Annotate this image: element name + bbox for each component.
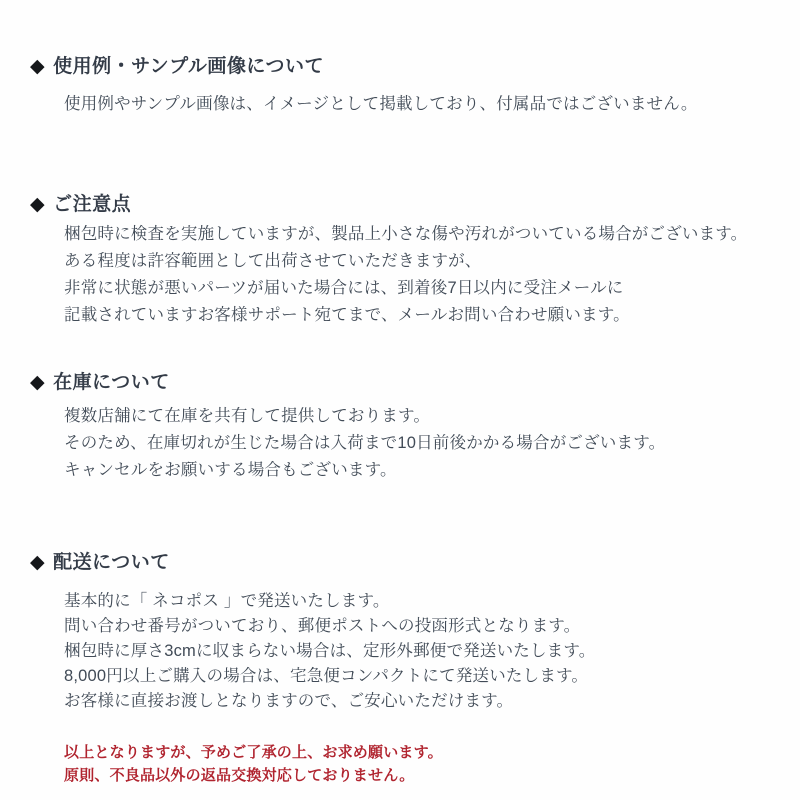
footer-warning-line: 以上となりますが、予めご了承の上、お求め願います。	[64, 744, 443, 761]
section-heading	[30, 370, 786, 396]
body-line: 複数店舗にて在庫を共有して提供しております。	[64, 407, 431, 425]
section-stock	[30, 370, 786, 484]
body-line: 問い合わせ番号がついており、郵便ポストへの投函形式となります。	[64, 617, 581, 635]
section-body	[64, 221, 786, 329]
body-line: 8,000円以上ご購入の場合は、宅急便コンパクトにて発送いたします。	[64, 667, 589, 685]
diamond-bullet-icon: ◆	[30, 372, 46, 393]
footer-warning-note	[64, 741, 786, 787]
section-body	[64, 91, 786, 118]
section-shipping	[30, 550, 786, 714]
section-sample-images	[30, 54, 786, 118]
body-line: 非常に状態が悪いパーツが届いた場合には、到着後7日以内に受注メールに	[64, 279, 624, 297]
section-body	[64, 589, 786, 714]
section-heading	[30, 192, 786, 218]
body-line: そのため、在庫切れが生じた場合は入荷まで10日前後かかる場合がございます。	[64, 434, 666, 452]
body-line: 基本的に「 ネコポス 」で発送いたします。	[64, 592, 390, 610]
body-line: 記載されていますお客様サポート宛てまで、メールお問い合わせ願います。	[64, 306, 630, 324]
body-line: 梱包時に検査を実施していますが、製品上小さな傷や汚れがついている場合がございます。	[64, 225, 748, 243]
body-line: ある程度は許容範囲として出荷させていただきますが、	[64, 252, 482, 270]
body-line: お客様に直接お渡しとなりますので、ご安心いただけます。	[64, 692, 514, 710]
body-line: 使用例やサンプル画像は、イメージとして掲載しており、付属品ではございません。	[64, 95, 698, 113]
section-heading	[30, 54, 786, 80]
diamond-bullet-icon: ◆	[30, 56, 46, 77]
section-heading-text: ご注意点	[53, 194, 132, 215]
section-heading-text: 使用例・サンプル画像について	[53, 56, 325, 77]
section-heading	[30, 550, 786, 576]
footer-warning-line: 原則、不良品以外の返品交換対応しておりません。	[64, 767, 415, 784]
section-cautions	[30, 192, 786, 329]
body-line: キャンセルをお願いする場合もございます。	[64, 461, 397, 479]
section-body	[64, 403, 786, 484]
section-heading-text: 在庫について	[53, 372, 170, 393]
diamond-bullet-icon: ◆	[30, 552, 46, 573]
body-line: 梱包時に厚さ3cmに収まらない場合は、定形外郵便で発送いたします。	[64, 642, 596, 660]
diamond-bullet-icon: ◆	[30, 194, 46, 215]
section-heading-text: 配送について	[53, 552, 170, 573]
